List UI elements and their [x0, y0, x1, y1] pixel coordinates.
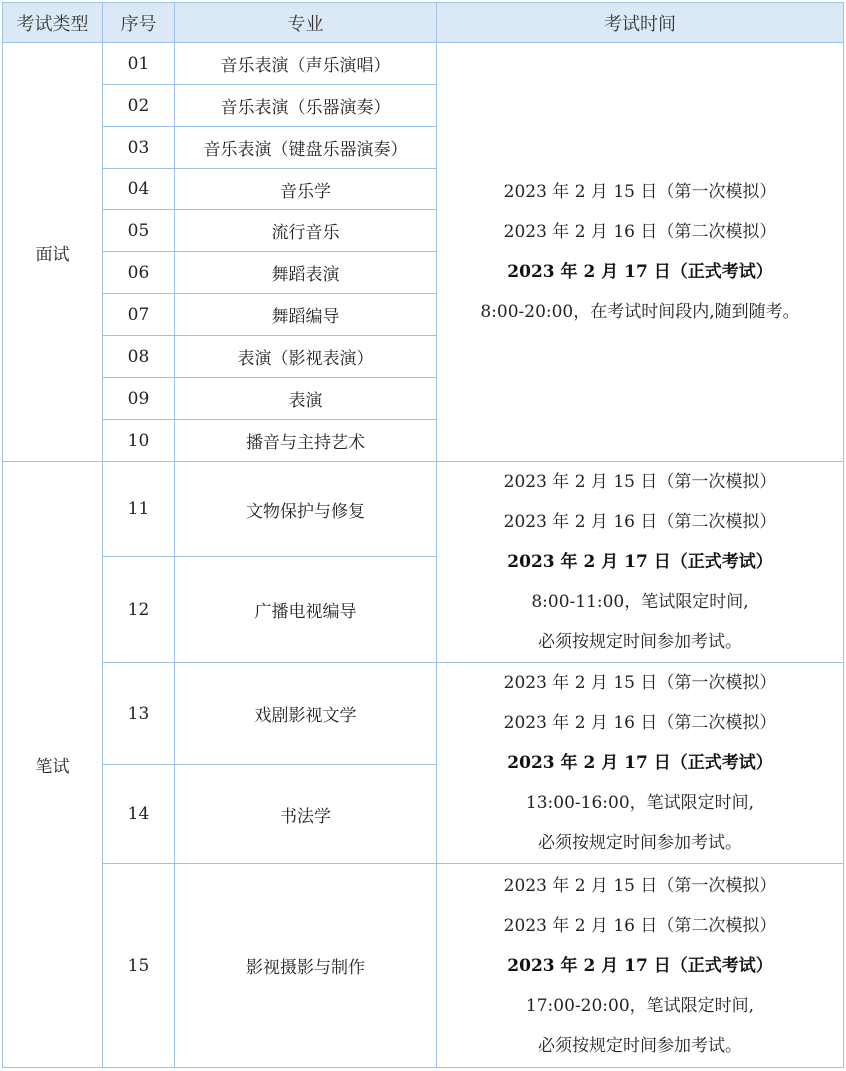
major-name: 流行音乐: [175, 210, 437, 252]
major-name: 音乐表演（乐器演奏）: [175, 85, 437, 127]
time-line: 2023 年 2 月 15 日（第一次模拟）: [503, 673, 777, 693]
time-line: 8:00-20:00，在考试时间段内,随到随考。: [480, 302, 800, 322]
time-line: 2023 年 2 月 16 日（第二次模拟）: [503, 222, 777, 242]
time-line: 17:00-20:00，笔试限定时间,: [525, 995, 755, 1016]
time-line-formal: 2023 年 2 月 17 日（正式考试）: [507, 262, 773, 282]
time-line: 必须按规定时间参加考试。: [538, 1035, 742, 1056]
written-time-cell: [437, 663, 844, 864]
time-line: 2023 年 2 月 16 日（第二次模拟）: [503, 915, 777, 936]
header-major: 专业: [175, 3, 437, 43]
time-line: 2023 年 2 月 16 日（第二次模拟）: [503, 713, 777, 733]
major-name: 表演: [175, 378, 437, 420]
major-name: 文物保护与修复: [175, 462, 437, 557]
row-number: 08: [103, 336, 175, 378]
interview-time-cell: [437, 43, 844, 462]
header-exam-time: 考试时间: [437, 3, 844, 43]
table-row: [3, 663, 844, 765]
time-line: 必须按规定时间参加考试。: [538, 833, 742, 853]
major-name: 音乐学: [175, 169, 437, 210]
row-number: 04: [103, 169, 175, 210]
header-number: 序号: [103, 3, 175, 43]
exam-schedule-table: [2, 2, 844, 1068]
row-number: 14: [103, 765, 175, 864]
row-number: 10: [103, 420, 175, 462]
row-number: 03: [103, 127, 175, 169]
header-row: [3, 3, 844, 43]
time-line: 2023 年 2 月 16 日（第二次模拟）: [503, 512, 777, 532]
time-line-formal: 2023 年 2 月 17 日（正式考试）: [507, 753, 773, 773]
time-line: 8:00-11:00，笔试限定时间,: [531, 592, 749, 612]
major-name: 舞蹈表演: [175, 252, 437, 294]
written-time-cell: [437, 864, 844, 1068]
row-number: 01: [103, 43, 175, 85]
time-line: 2023 年 2 月 15 日（第一次模拟）: [503, 472, 777, 492]
time-line: 必须按规定时间参加考试。: [538, 632, 742, 652]
time-line: 2023 年 2 月 15 日（第一次模拟）: [503, 182, 777, 202]
row-number: 02: [103, 85, 175, 127]
major-name: 播音与主持艺术: [175, 420, 437, 462]
major-name: 音乐表演（声乐演唱）: [175, 43, 437, 85]
table-row: [3, 43, 844, 85]
major-name: 书法学: [175, 765, 437, 864]
row-number: 05: [103, 210, 175, 252]
row-number: 13: [103, 663, 175, 765]
exam-type-interview: 面试: [3, 43, 103, 462]
row-number: 06: [103, 252, 175, 294]
row-number: 09: [103, 378, 175, 420]
major-name: 广播电视编导: [175, 557, 437, 663]
major-name: 戏剧影视文学: [175, 663, 437, 765]
major-name: 影视摄影与制作: [175, 864, 437, 1068]
row-number: 07: [103, 294, 175, 336]
time-line: 13:00-16:00，笔试限定时间,: [525, 793, 755, 813]
table-row: [3, 462, 844, 557]
major-name: 表演（影视表演）: [175, 336, 437, 378]
row-number: 12: [103, 557, 175, 663]
header-exam-type: 考试类型: [3, 3, 103, 43]
table-row: [3, 864, 844, 1068]
row-number: 15: [103, 864, 175, 1068]
major-name: 舞蹈编导: [175, 294, 437, 336]
major-name: 音乐表演（键盘乐器演奏）: [175, 127, 437, 169]
time-line: 2023 年 2 月 15 日（第一次模拟）: [503, 875, 777, 896]
time-line-formal: 2023 年 2 月 17 日（正式考试）: [507, 552, 773, 572]
time-line-formal: 2023 年 2 月 17 日（正式考试）: [507, 955, 773, 976]
row-number: 11: [103, 462, 175, 557]
written-time-cell: [437, 462, 844, 663]
exam-type-written: 笔试: [3, 462, 103, 1068]
